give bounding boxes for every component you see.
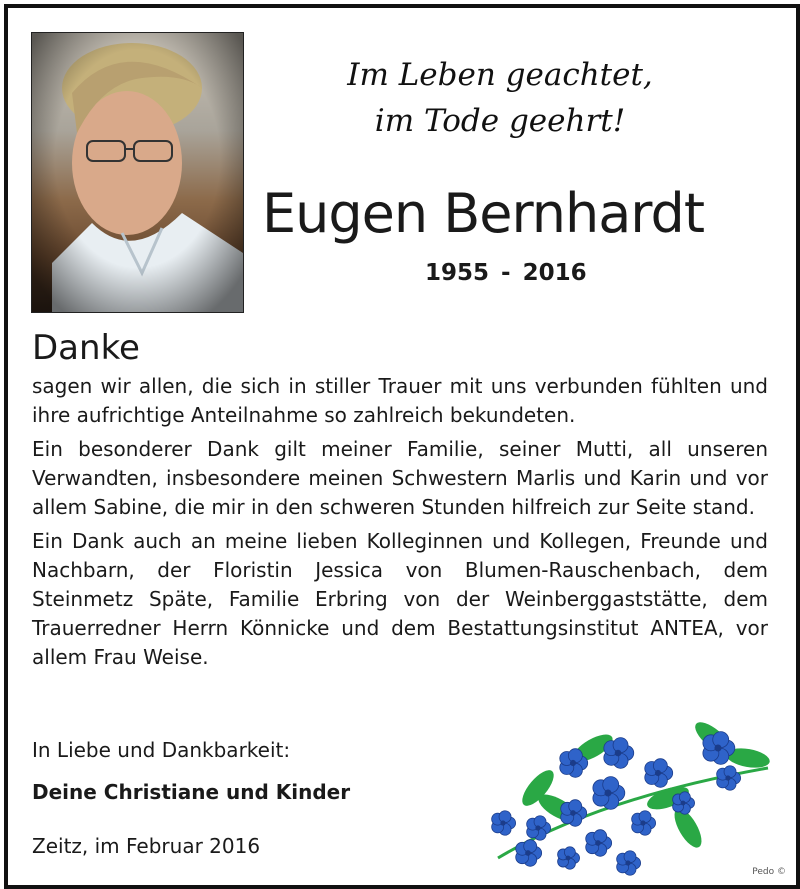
heading-danke: Danke (32, 328, 140, 368)
forget-me-not-bloom (645, 759, 673, 788)
forget-me-not-bloom (673, 792, 695, 815)
signature: Deine Christiane und Kinder (32, 780, 351, 804)
paragraph-1: sagen wir allen, die sich in stiller Trauer mit uns verbunden fühlten und ihre aufrichtige Anteilnahme so zahlreich bekundeten. (32, 374, 768, 427)
place-date: Zeitz, im Februar 2016 (32, 834, 261, 858)
forget-me-not-bloom (586, 830, 612, 857)
portrait-photo (31, 32, 244, 313)
paragraph-3: Ein Dank auch an meine lieben Kolleginnen und Kollegen, Freunde und Nachbarn, der Floristin Jessica von Blumen-Rauschenbach, dem Steinmetz Späte, Familie Erbring von der Weinberggaststätte, dem Trauerredner Herrn Könnicke und dem Bestattungsinstitut ANTEA, vor allem Frau Weise. (32, 529, 768, 669)
forget-me-not-bloom (632, 811, 656, 836)
forget-me-not-bloom (717, 766, 741, 791)
closing-line: In Liebe und Dankbarkeit: (32, 738, 291, 762)
forget-me-not-bloom (617, 851, 641, 876)
forget-me-not-bloom (516, 840, 542, 867)
forget-me-not-bloom (561, 800, 587, 827)
photo-credit: Pedo © (752, 867, 786, 877)
forget-me-not-illustration (478, 718, 778, 878)
motto-line-1: Im Leben geachtet, (347, 57, 653, 93)
life-dates: 1955 - 2016 (425, 260, 587, 286)
deceased-name: Eugen Bernhardt (262, 182, 704, 245)
forget-me-not-bloom (604, 738, 634, 769)
motto (300, 52, 700, 144)
forget-me-not-bloom (527, 816, 551, 841)
thanks-text (32, 372, 768, 677)
forget-me-not-bloom (558, 847, 580, 870)
motto-line-2: im Tode geehrt! (374, 103, 626, 139)
forget-me-not-bloom (492, 811, 516, 836)
paragraph-2: Ein besonderer Dank gilt meiner Familie, seiner Mutti, all unseren Verwandten, insbesondere meinen Schwestern Marlis und Karin und vor allem Sabine, die mir in den schweren Stunden hilfreich zur Seite stand. (32, 437, 768, 519)
